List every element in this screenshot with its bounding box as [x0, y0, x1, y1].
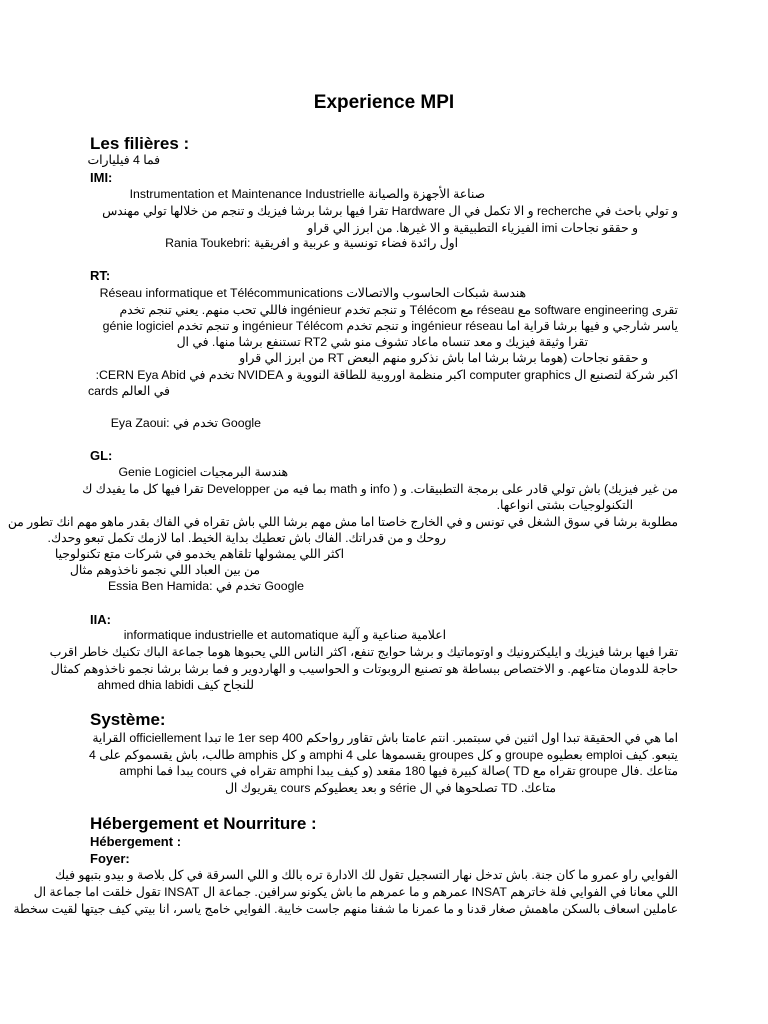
filieres-intro: فما 4 فيليارات: [87, 153, 160, 167]
gl-line-3: التكنولوجيات بشتى انواعها.: [496, 498, 633, 512]
imi-line-4: اول رائدة فضاء تونسية و عربية و افريقية :Rania Toukebri: [165, 236, 458, 250]
systeme-heading: Système:: [90, 710, 166, 729]
imi-line-1: صناعة الأجهزة والصيانة Instrumentation et Maintenance Industrielle: [129, 187, 485, 201]
gl-line-6: اكثر اللي يمشولها تلقاهم يخدمو في شركات متع تكنولوجيا: [54, 547, 344, 561]
hebergement-line-3: عاملين اسعاف بالسكن ماهمش صغار قدنا و ما عمرنا ما شفنا منهم جاست خايبة. الفوايي خامج ياسر، انا بيتي كيف جيتها لقيت سخطة: [13, 902, 678, 916]
iia-line-2: تقرا فيها برشا فيزيك و ايليكترونيك و اوتوماتيك و برشا حوايج تنفع، اكثر الناس اللي يحبوها هوما جماعة الباك تكنيك خاطر اقرب: [49, 645, 678, 659]
systeme-line-3: متاعك .فال groupe تقراه مع TD )صالة كبيرة فيها 180 مقعد (و كيف يبدا amphi تقراه في cours يبدا فما amphi: [119, 764, 678, 778]
rt-line-3: génie logiciel و تنجم تخدم ingénieur Télécom و تنجم تخدم ingénieur réseau ياسر شارجي و فيها برشا قراية اما: [102, 319, 678, 333]
rt-line-7: cards في العالم: [88, 384, 170, 398]
rt-heading: RT:: [90, 268, 111, 283]
gl-line-1: هندسة البرمجيات Genie Logiciel: [118, 465, 288, 479]
rt-line-6: اكبر شركة لتصنيع ال computer graphics اكبر منظمة اوروبية للطاقة النووية و NVIDEA تخدم في CERN Eya Abid:: [95, 368, 678, 382]
gl-line-4: مطلوبة برشا في سوق الشغل في تونس و في الخارج خاصتا اما مش مهم برشا اللي باش تقراه في الفاك بقدر ماهو مهم انك تطور من: [7, 515, 678, 529]
rt-eya-zaoui: Eya Zaoui: تخدم في Google: [110, 416, 261, 430]
gl-line-2: من غير فيزيك) باش تولي قادر على برمجة التطبيقات. و ( info و math بما فيه من Developper تقرا فيها كل ما يفيدك ك: [82, 482, 678, 496]
hebergement-heading: Hébergement et Nourriture :: [90, 814, 317, 833]
hebergement-line-1: الفوايي راو عمرو ما كان جنة. باش تدخل نهار التسجيل تقول لك الادارة تره بالك و اللي السرقة في كل بلاصة و بيدو بتبهو فيك: [55, 868, 678, 882]
systeme-line-2: يتبعو. كيف emploi بعطيوه groupe و كل groupes يقسموها على 4 amphi و كل amphis طالب، باش يقسموكم على 4: [88, 748, 678, 762]
imi-line-2: و تولي باحث في recherche و الا تكمل في ال Hardware تقرا فيها برشا برشا فيزيك و تنجم من خلالها تولي مهندس: [102, 204, 678, 218]
iia-heading: IIA:: [90, 612, 111, 627]
iia-line-3: حاجة للدومان متاعهم. و الاختصاص ببساطة هو تصنيع الروبوتات و الحواسيب و الهاردوير و فما برشا برشا نجمو ناخذوهم كمثال: [50, 662, 678, 676]
filieres-heading: Les filières :: [90, 134, 190, 153]
gl-line-8: Essia Ben Hamida: تخدم في Google: [107, 579, 304, 593]
systeme-line-1: اما هي في الحقيقة تبدا اول اثنين في سبتمبر. انتم عامتا باش تقاور رواحكم 400 le 1er sep تبدا officiellement القراية: [92, 731, 678, 745]
hebergement-line-2: اللي معانا في الفوايي فلة خاترهم INSAT عمرهم و ما عمرهم ما باش يكونو سرافين. جماعة ال INSAT تقول خلقت اما جماعة ال: [33, 885, 678, 899]
rt-line-2: تقرى software engineering مع réseau مع Télécom و تنجم تخدم ingénieur فاللي تحب منهم. يعني تنجم تخدم: [119, 303, 678, 317]
gl-line-7: من بين العباد اللي نجمو ناخذوهم مثال: [69, 563, 260, 577]
gl-heading: GL:: [90, 448, 113, 463]
rt-line-1: هندسة شبكات الحاسوب والاتصالات Réseau informatique et Télécommunications: [99, 286, 526, 300]
document-title: Experience MPI: [313, 92, 455, 113]
iia-line-4: للنجاح كيف ahmed dhia labidi: [97, 678, 254, 692]
gl-line-5: روحك و من قدراتك. الفاك باش تعطيك بداية الخيط. اما لازمك تكمل تبعو وحدك.: [47, 531, 446, 545]
systeme-line-4: متاعك. TD تصلحوها في ال série و بعد يعطيوكم cours يقريوك ال: [224, 781, 556, 795]
rt-line-5: و حققو نجاحات (هوما برشا برشا اما باش نذكرو منهم البعض RT من ابرز الي قراو: [239, 351, 648, 365]
foyer-heading: Foyer:: [90, 851, 130, 866]
hebergement-subheading: Hébergement :: [90, 834, 182, 849]
imi-line-3: و حققو نجاحات imi الفيزياء التطبيقية و الا غيرها. من ابرز الي قراو: [307, 221, 638, 235]
imi-heading: IMI:: [90, 170, 113, 185]
iia-line-1: اعلامية صناعية و آلية informatique industrielle et automatique: [123, 628, 446, 642]
rt-line-4: تقرا وثيقة فيزيك و معد تنساه ماعاد تشوف منو شي RT2 تستنفع برشا منها. في ال: [176, 335, 588, 349]
